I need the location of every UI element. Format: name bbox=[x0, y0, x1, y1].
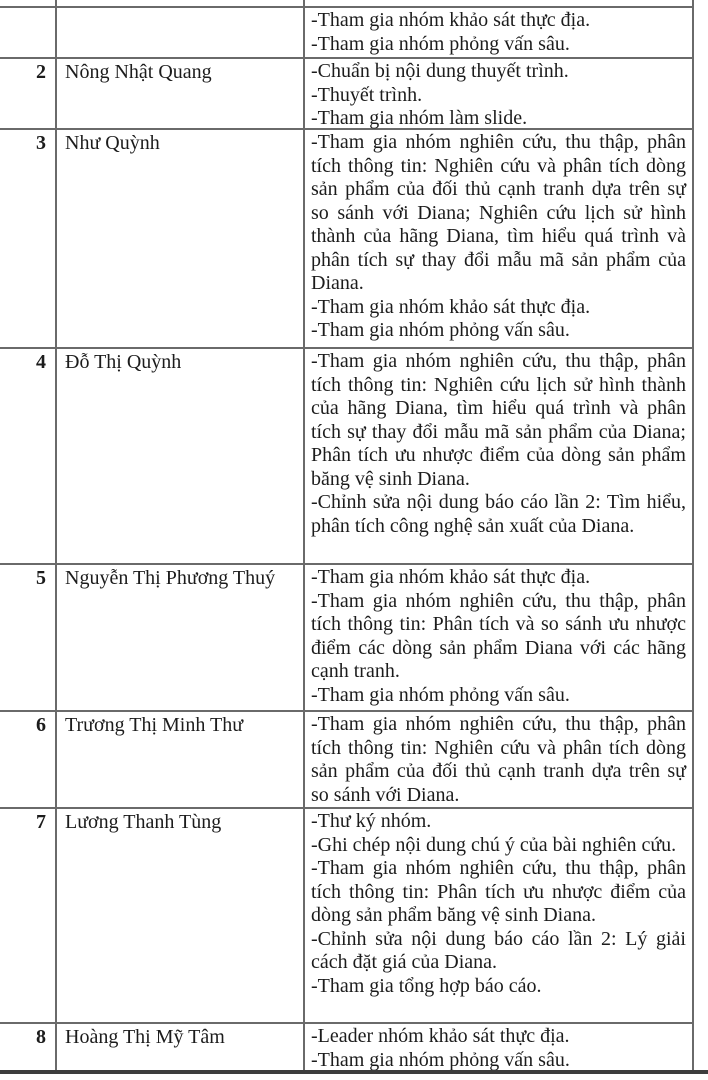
member-name: Nông Nhật Quang bbox=[57, 59, 303, 128]
task-item: -Leader nhóm khảo sát thực địa. bbox=[311, 1025, 570, 1047]
member-number: 4 bbox=[0, 349, 55, 563]
tasks-cell bbox=[305, 59, 692, 128]
task-item: -Tham gia nhóm nghiên cứu, thu thập, phân tích thông tin: Nghiên cứu lịch sử hình thành của hãng Diana, tìm hiểu quá trình và phân tích sự thay đổi mẫu mã sản phẩm của Diana; Phân tích ưu nhược điểm của dòng sản phẩm băng vệ sinh Diana. bbox=[311, 350, 686, 490]
task-item: -Tham gia nhóm phỏng vấn sâu. bbox=[311, 319, 570, 341]
task-item: -Tham gia nhóm nghiên cứu, thu thập, phân tích thông tin: Nghiên cứu và phân tích dòng sản phẩm của đối thủ cạnh tranh dựa trên sự so sánh với Diana. bbox=[311, 713, 686, 806]
task-item: -Thư ký nhóm. bbox=[311, 810, 432, 832]
member-name: Nguyễn Thị Phương Thuý bbox=[57, 565, 303, 710]
task-item: -Tham gia tổng hợp báo cáo. bbox=[311, 974, 542, 997]
member-number: 7 bbox=[0, 809, 55, 1022]
member-number: 3 bbox=[0, 130, 55, 347]
member-number: 8 bbox=[0, 1024, 55, 1071]
task-item: -Tham gia nhóm nghiên cứu, thu thập, phân tích thông tin: Nghiên cứu và phân tích dòng sản phẩm của đối thủ cạnh tranh dựa trên sự so sánh với Diana; Nghiên cứu lịch sử hình thành của hãng Diana, tìm hiểu quá trình và phân tích sự thay đổi mẫu mã sản phẩm của Diana. bbox=[311, 131, 686, 294]
task-item: -Tham gia nhóm phỏng vấn sâu. bbox=[311, 683, 570, 706]
tasks-cell bbox=[305, 809, 692, 1022]
member-name: Như Quỳnh bbox=[57, 130, 303, 347]
task-item: -Ghi chép nội dung chú ý của bài nghiên cứu. bbox=[311, 833, 677, 856]
member-name: Hoàng Thị Mỹ Tâm bbox=[57, 1024, 303, 1071]
tasks-cell bbox=[305, 349, 692, 563]
member-number bbox=[0, 8, 55, 57]
tasks-cell bbox=[305, 712, 692, 807]
member-tasks-table bbox=[0, 6, 694, 1073]
member-number: 5 bbox=[0, 565, 55, 710]
table-bottom-border bbox=[0, 1070, 708, 1074]
member-name: Lương Thanh Tùng bbox=[57, 809, 303, 1022]
task-item: -Tham gia nhóm phỏng vấn sâu. bbox=[311, 32, 570, 55]
task-item: -Tham gia nhóm khảo sát thực địa. bbox=[311, 566, 591, 588]
tasks-cell bbox=[305, 130, 692, 347]
tasks-cell bbox=[305, 8, 692, 57]
tasks-cell bbox=[305, 1024, 692, 1071]
task-item: -Chỉnh sửa nội dung báo cáo lần 2: Lý giải cách đặt giá của Diana. bbox=[311, 927, 686, 973]
task-item: -Chỉnh sửa nội dung báo cáo lần 2: Tìm hiểu, phân tích công nghệ sản xuất của Diana. bbox=[311, 491, 686, 537]
task-item: -Chuẩn bị nội dung thuyết trình. bbox=[311, 60, 569, 82]
member-number: 6 bbox=[0, 712, 55, 807]
member-name: Trương Thị Minh Thư bbox=[57, 712, 303, 807]
tasks-cell bbox=[305, 565, 692, 710]
task-item: -Thuyết trình. bbox=[311, 83, 423, 106]
task-item: -Tham gia nhóm phỏng vấn sâu. bbox=[311, 1048, 570, 1071]
task-item: -Tham gia nhóm nghiên cứu, thu thập, phân tích thông tin: Phân tích ưu nhược điểm của dòng sản phẩm băng vệ sinh Diana. bbox=[311, 857, 686, 926]
member-number: 2 bbox=[0, 59, 55, 128]
member-name: Đỗ Thị Quỳnh bbox=[57, 349, 303, 563]
task-item: -Tham gia nhóm khảo sát thực địa. bbox=[311, 9, 591, 31]
task-item: -Tham gia nhóm làm slide. bbox=[311, 107, 528, 129]
task-item: -Tham gia nhóm nghiên cứu, thu thập, phân tích thông tin: Phân tích và so sánh ưu nhược điểm các dòng sản phẩm Diana với các hãng cạnh tranh. bbox=[311, 589, 686, 682]
member-name bbox=[57, 8, 303, 57]
task-item: -Tham gia nhóm khảo sát thực địa. bbox=[311, 295, 591, 318]
